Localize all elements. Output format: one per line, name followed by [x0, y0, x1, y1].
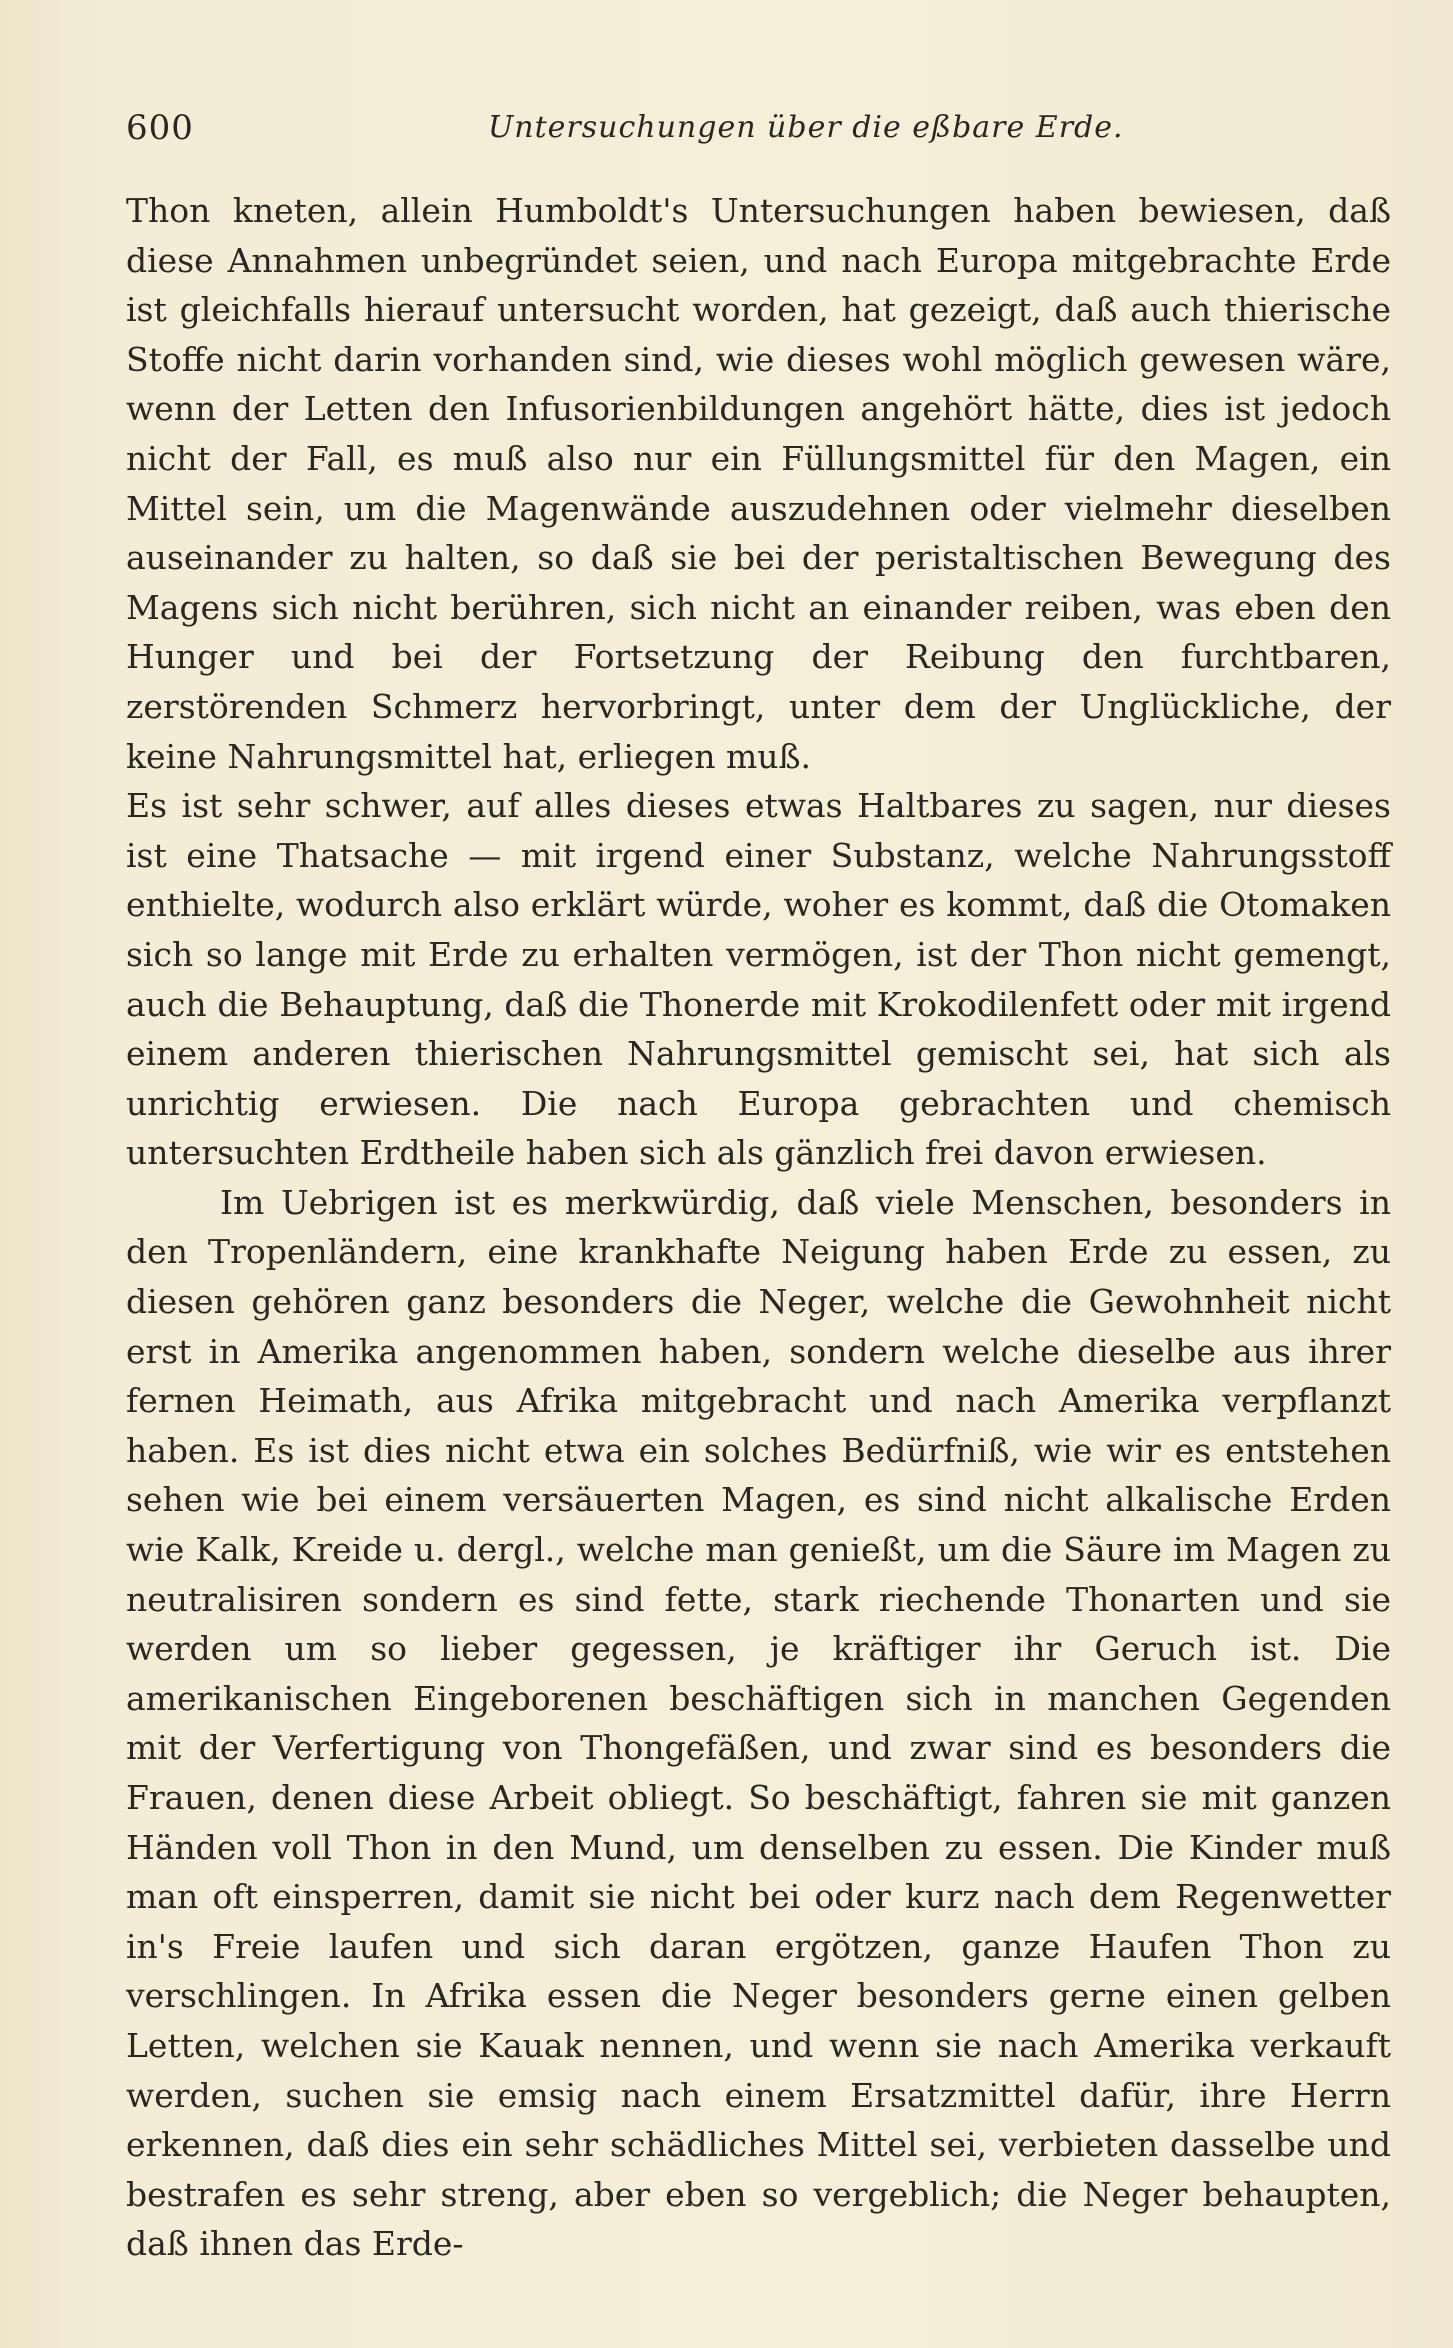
running-head: Untersuchungen über die eßbare Erde.	[488, 110, 1124, 145]
paragraph-2: Es ist sehr schwer, auf alles dieses etwas Haltbares zu sagen, nur dieses ist eine Thatsache — mit irgend einer Substanz, welche Nahrungsstoff enthielte, wodurch also erklärt würde, woher es kommt, daß die Otomaken sich so lange mit Erde zu erhalten vermögen, ist der Thon nicht gemengt, auch die Behauptung, daß die Thonerde mit Krokodilenfett oder mit irgend einem anderen thierischen Nahrungsmittel gemischt sei, hat sich als unrichtig erwiesen. Die nach Europa gebrachten und chemisch untersuchten Erdtheile haben sich als gänzlich frei davon erwiesen.	[126, 786, 1391, 1173]
page-header	[126, 104, 1391, 152]
body-text	[126, 186, 1391, 2269]
page-number: 600	[126, 108, 194, 148]
paragraph-3: Im Uebrigen ist es merkwürdig, daß viele Menschen, besonders in den Tropenländern, eine krankhafte Neigung haben Erde zu essen, zu diesen gehören ganz besonders die Neger, welche die Gewohnheit nicht erst in Amerika angenommen haben, sondern welche dieselbe aus ihrer fernen Heimath, aus Afrika mitgebracht und nach Amerika verpflanzt haben. Es ist dies nicht etwa ein solches Bedürfniß, wie wir es entstehen sehen wie bei einem versäuerten Magen, es sind nicht alkalische Erden wie Kalk, Kreide u. dergl., welche man genießt, um die Säure im Magen zu neutralisiren sondern es sind fette, stark riechende Thonarten und sie werden um so lieber gegessen, je kräftiger ihr Geruch ist. Die amerikanischen Eingeborenen beschäftigen sich in manchen Gegenden mit der Verfertigung von Thongefäßen, und zwar sind es besonders die Frauen, denen diese Arbeit obliegt. So beschäftigt, fahren sie mit ganzen Händen voll Thon in den Mund, um denselben zu essen. Die Kinder muß man oft einsperren, damit sie nicht bei oder kurz nach dem Regenwetter in's Freie laufen und sich daran ergötzen, ganze Haufen Thon zu verschlingen. In Afrika essen die Neger besonders gerne einen gelben Letten, welchen sie Kauak nennen, und wenn sie nach Amerika verkauft werden, suchen sie emsig nach einem Ersatzmittel dafür, ihre Herrn erkennen, daß dies ein sehr schädliches Mittel sei, verbieten dasselbe und bestrafen es sehr streng, aber eben so vergeblich; die Neger behaupten, daß ihnen das Erde-	[126, 1182, 1391, 2264]
paragraph-1: Thon kneten, allein Humboldt's Untersuchungen haben bewiesen, daß diese Annahmen unbegründet seien, und nach Europa mitgebrachte Erde ist gleichfalls hierauf untersucht worden, hat gezeigt, daß auch thierische Stoffe nicht darin vorhanden sind, wie dieses wohl möglich gewesen wäre, wenn der Letten den Infusorienbildungen angehört hätte, dies ist jedoch nicht der Fall, es muß also nur ein Füllungsmittel für den Magen, ein Mittel sein, um die Magenwände auszudehnen oder vielmehr dieselben auseinander zu halten, so daß sie bei der peristaltischen Bewegung des Magens sich nicht berühren, sich nicht an einander reiben, was eben den Hunger und bei der Fortsetzung der Reibung den furchtbaren, zerstörenden Schmerz hervorbringt, unter dem der Unglückliche, der keine Nahrungsmittel hat, erliegen muß.	[126, 191, 1391, 776]
